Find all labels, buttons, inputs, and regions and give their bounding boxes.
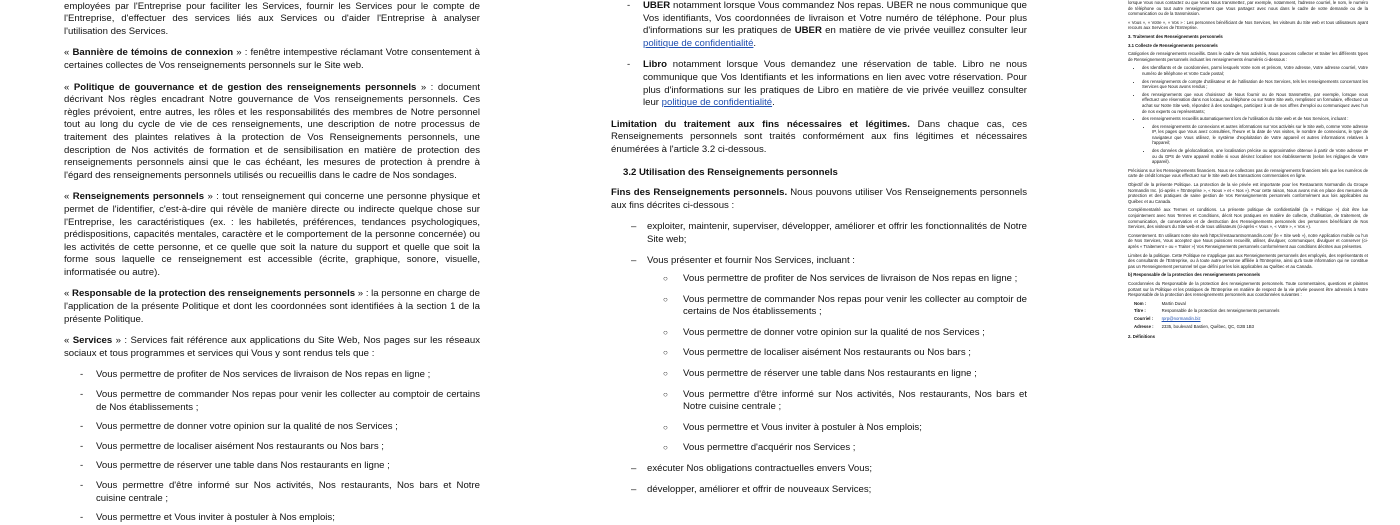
list-item: - Vous permettre et Vous inviter à postuler à Nos emplois; — [64, 512, 480, 525]
term-politique: Politique de gouvernance et de gestion des renseignements personnels — [73, 81, 417, 93]
thumb-paragraph: Complémentarité aux Termes et conditions. La présente politique de confidentialité (la « Politique ») doit être lue conjointement avec Nos Termes et Conditions, décrit Nos pratiques en matière de collecte, d'utilisation, de traitement, de communication, de conservation et de destruction des Renseignements personnels des personnes bénéficiant de Nos Services, des visiteurs du Site web et de tous utilisateurs (ci-après « Vous », « Votre », « Vos »). — [1128, 207, 1368, 230]
term-services: Services — [72, 335, 113, 347]
thumb-paragraph: « Vous », « Votre », « Vos » : Les personnes bénéficiant de Nos Services, les visiteurs du Site web et tous utilisateurs ayant recours aux Services de l'Entreprise. — [1128, 19, 1368, 31]
sublist-item: ○ Vous permettre de réserver une table dans Nos restaurants en ligne ; — [647, 368, 1027, 381]
thumb-paragraph: Consentement. En utilisant notre site web https://restaurantnormandin.com/ (le « Site web »), notre Application mobile ou l'un de Nos Services, Vous acceptez que Nous puissions recueillir, utiliser, divulguer, communiquer, divulguer et conserver (ci-après « Traitement » ou « Traiter ») Vos Renseignements personnels conformément aux conditions décrites aux présentes. — [1128, 232, 1368, 249]
definition-renseignements: « Renseignements personnels » : tout renseignement qui concerne une personne physique et permet de l'identifier, c'est-à-dire qui révèle de manière directe ou indirecte quelque chose sur l'Entreprise, les caractéristiques (ex. : les habiletés, préférences, tendances psychologiques, prédispositions, capacités mentales, caractère et le comportement de la personne concernée) ou les activités de cette personne, et ce quelle que soit la nature du support et quelle que soit la forme sous laquelle ce renseignement est accessible (écrite, graphique, sonore, visuelle, informatisée ou autre). — [64, 191, 480, 278]
list-item: - Vous permettre de donner votre opinion sur la qualité de nos Services ; — [64, 421, 480, 434]
libro-privacy-link[interactable]: politique de confidentialité — [661, 97, 773, 109]
thumb-heading: b) Responsable de la protection des renseignements personnels — [1128, 272, 1261, 278]
list-item: - Vous permettre de commander Nos repas pour venir les collecter au comptoir de certains de Nos établissements ; — [64, 389, 480, 414]
thumb-paragraph: Précisions sur les Renseignements financiers. Nous ne collectons pas de renseignements financiers tels que les numéros de carte de crédit lorsque vous effectuez sur le Site web des transactions commerciales en ligne. — [1128, 167, 1368, 179]
thumb-heading: 3. Traitement des Renseignements personnels — [1128, 33, 1223, 39]
contact-table — [1134, 301, 1287, 331]
list-item: - Vous permettre d'être informé sur Nos activités, Nos restaurants, Nos bars et Notre cuisine centrale ; — [64, 480, 480, 505]
thumb-list-item: • des renseignements de connexions et autres informations sur Vos activités sur le Site web, comme Votre adresse IP, les pages que Vous avez consultées, l'heure et la date de Vos visites, le nombre de connexions, le type de navigateur que Vous utilisez, le système d'exploitation de Votre appareil et autres informations relatives à l'appareil; — [1152, 124, 1368, 146]
thumb-list-item: • des renseignements de compte d'utilisateur et de l'utilisation de Nos Services, tels les renseignements concernant les Services que Nous avons rendus ; — [1142, 79, 1368, 90]
thumb-heading: 2. Définitions — [1128, 334, 1155, 340]
document-column-left — [64, 0, 480, 524]
term-banniere: Bannière de témoins de connexion — [72, 47, 234, 59]
sublist-item: ○ Vous permettre de donner votre opinion sur la qualité de nos Services ; — [647, 327, 1027, 340]
table-row: Adresse : 2335, boulevard Bastien, Québec, QC, G2B 1B3 — [1134, 323, 1255, 329]
sublist-item: ○ Vous permettre et Vous inviter à postuler à Nos emplois; — [647, 422, 1027, 435]
sublist-item: ○ Vous permettre d'acquérir nos Services ; — [647, 442, 1027, 455]
definition-politique: « Politique de gouvernance et de gestion des renseignements personnels » : document décrivant Nos règles encadrant Notre gouvernance de Vos renseignements personnels. Ces règles prévoient, entre autres, les rôles et les responsabilités des membres de Notre personnel tout au long du cycle de vie de ces renseignements, une description de notre processus de traitement des plaintes relatives à la protection de Vos Renseignements personnels, une description de Nos activités de formation et de sensibilisation en matière de protection des renseignements personnels ainsi que le cas échéant, les mesures de protection à prendre à l'égard des renseignements personnels utilisés ou recueillis dans le cadre de Nos sondages. — [64, 81, 480, 181]
uses-list — [611, 221, 1027, 496]
sublist-item: ○ Vous permettre de localiser aisément Nos restaurants ou Nos bars ; — [647, 347, 1027, 360]
sublist-item: ○ Vous permettre de profiter de Nos services de livraison de Nos repas en ligne ; — [647, 273, 1027, 286]
thumb-list-item: • des Identifiants et de coordonnées, parmi lesquels Votre nom et prénom, Votre adresse, Votre adresse courriel, Votre numéro de téléphone et Votre Code postal; — [1142, 65, 1368, 76]
term-responsable: Responsable de la protection des renseignements personnels — [72, 288, 356, 300]
table-row: Titre : Responsable de la protection des renseignements personnels — [1134, 308, 1280, 314]
paragraph-intro: employées par l'Entreprise pour faciliter les Services, fournir les Services pour le compte de l'Entreprise, d'effectuer des services liés aux Services ou d'aider l'Entreprise à analyser l'utilisation des Services. — [64, 0, 480, 37]
list-item: – exploiter, maintenir, superviser, développer, améliorer et offrir les fonctionnalités de Notre Site web; — [611, 221, 1027, 246]
term-renseignements: Renseignements personnels — [72, 191, 205, 203]
sublist-item: ○ Vous permettre d'être informé sur Nos activités, Nos restaurants, Nos bars et Notre cuisine centrale ; — [647, 389, 1027, 414]
services-sublist — [647, 273, 1027, 455]
uber-privacy-link[interactable]: politique de confidentialité — [643, 37, 754, 49]
paragraph-limitation: Limitation du traitement aux fins nécessaires et légitimes. Dans chaque cas, ces Renseignements personnels sont traités conformément aux fins légitimes et nécessaires énumérées à l'article 3.2 ci-dessous. — [611, 118, 1027, 155]
list-item: – Vous présenter et fournir Nos Services, incluant : ○ Vous permettre de profiter de Nos services de livraison de Nos repas en ligne ; ○ Vous permettre de commander Nos repas pour venir les collecter au comptoir de certains de Nos établissements ; ○ Vous permettre de donner votre opinion sur la qualité de nos Services ; ○ Vous permettre de localiser aisément Nos restaurants ou Nos bars ; ○ Vous permettre de réserver une table dans Nos restaurants en ligne ; ○ Vous permettre d'être informé sur Nos activités, Nos restaurants, Nos bars et Notre cuisine centrale ; ○ Vous permettre et Vous inviter à postuler à Nos emplois; ○ Vous permettre d'acquérir nos Services ; — [611, 255, 1027, 456]
partner-libro: - Libro notamment lorsque Vous demandez une réservation de table. Libro ne nous communique que Vos Identifiants et les informations en lien avec votre réservation. Pour plus d'informations sur les pratiques de Libro en matière de vie privée veuillez consulter leur politique de confidentialité. — [611, 59, 1027, 109]
contact-email-link[interactable]: rprp@normandin.biz — [1161, 315, 1201, 321]
definition-banniere: « Bannière de témoins de connexion » : fenêtre intempestive réclamant Votre consentement à certaines collectes de Vos renseignements personnels sur le Site web. — [64, 47, 480, 71]
partners-list — [611, 0, 1027, 110]
definition-responsable: « Responsable de la protection des renseignements personnels » : la personne en charge de l'application de la présente Politique et dont les coordonnées sont identifiées à la section 1 de la présente Politique. — [64, 288, 480, 325]
table-row: Nom : Martin Duval — [1134, 300, 1186, 306]
list-item: – exécuter Nos obligations contractuelles envers Vous; — [611, 463, 1027, 476]
document-column-middle — [611, 0, 1027, 500]
thumb-paragraph: Coordonnées du Responsable de la protection des renseignements personnels. Toute commentaires, questions et plaintes portant sur la Politique et les pratiques de l'Entreprise en matière de respect de la vie privée peuvent être adressés à Notre Responsable de la protection des renseignements personnels aux coordonnées suivantes : — [1128, 280, 1368, 298]
document-column-right — [1128, 0, 1368, 500]
sublist-item: ○ Vous permettre de commander Nos repas pour venir les collecter au comptoir de certains de Nos établissements ; — [647, 294, 1027, 319]
table-row: Courriel : rprp@normandin.biz — [1134, 316, 1287, 324]
list-item: - Vous permettre de profiter de Nos services de livraison de Nos repas en ligne ; — [64, 369, 480, 382]
thumb-list-item: • des données de géolocalisation, une localisation précise ou approximative obtenue à partir de Votre adresse IP ou du GPS de Votre appareil mobile si vous désirez localiser nos établissements (selon les réglages de Votre appareil). — [1152, 148, 1368, 165]
thumb-paragraph: Limites de la politique. Cette Politique ne s'applique pas aux Renseignements personnels des employés, des représentants et des consultants de l'Entreprise, ou à toute autre personne affiliée à l'Entreprise, ainsi qu'à toute information qui ne constitue pas un Renseignement personnel tel que défini par les lois applicables au Québec et au Canada. — [1128, 252, 1368, 269]
paragraph-fins: Fins des Renseignements personnels. Nous pouvons utiliser Vos Renseignements personnels aux fins décrites ci-dessous : — [611, 187, 1027, 211]
list-item: - Vous permettre de localiser aisément Nos restaurants ou Nos bars ; — [64, 441, 480, 454]
definition-services: « Services » : Services fait référence aux applications du Site Web, Nos pages sur les réseaux sociaux et tous programmes et services qui Vous y sont rendus tels que : — [64, 335, 480, 359]
services-list — [64, 369, 480, 524]
partner-uber: - UBER notamment lorsque Vous commandez Nos repas. UBER ne nous communique que Vos identifiants, Vos coordonnées de livraison et Votre numéro de téléphone. Pour plus d'informations sur les pratiques de UBER en matière de vie privée veuillez consulter leur politique de confidentialité. — [611, 0, 1027, 50]
thumb-paragraph: lorsque Vous nous contactez ou que Vous Nous transmettez, par exemple, notamment, l'adresse courriel, le nom, le numéro de téléphone ou tout autre renseignement que Vous partagez avec nous dans le cadre de votre demande ou de la communication ou de la transmission. — [1128, 0, 1368, 17]
thumb-list-item: • des renseignements recueillis automatiquement lors de l'utilisation du Site web et de Nos Services, incluant : — [1142, 116, 1368, 122]
thumb-list — [1142, 65, 1368, 165]
list-item: - Vous permettre de réserver une table dans Nos restaurants en ligne ; — [64, 460, 480, 473]
thumb-paragraph: Objectif de la présente Politique. La protection de la vie privée est importante pour les Restaurants Normandin du Groupe Normandin Inc. (ci-après « l'Entreprise », « Nous » et « Nos »). Pour cette raison, Nous avons mis en place des mesures de protection et des pratiques de saine gestion de Vos Renseignements personnels conformément aux lois applicables au Québec et au Canada. — [1128, 182, 1368, 204]
list-item: – développer, améliorer et offrir de nouveaux Services; — [611, 484, 1027, 497]
section-heading: 3.2 Utilisation des Renseignements personnels — [623, 166, 838, 178]
thumb-list-item: • des renseignements que vous choisissez de Nous fournir ou de Nous transmettre, par exemple, lorsque vous effectuez une réservation dans nos locaux, au téléphone ou sur Notre Site web, remplissez un formulaire, effectuez un achat sur Notre Site web, répondez à des sondages, participez à un de nos offres d'emploi ou communiquez avec l'un de nos experts ou représentants; — [1142, 92, 1368, 114]
thumb-heading: 3.1 Collecte de Renseignements personnels — [1128, 42, 1218, 48]
thumb-paragraph: Catégories de renseignements recueillis. Dans le cadre de Nos activités, Nous pouvons collecter et traiter les différents types de Renseignements personnels incluant les renseignements énumérés ci-dessous : — [1128, 51, 1368, 62]
